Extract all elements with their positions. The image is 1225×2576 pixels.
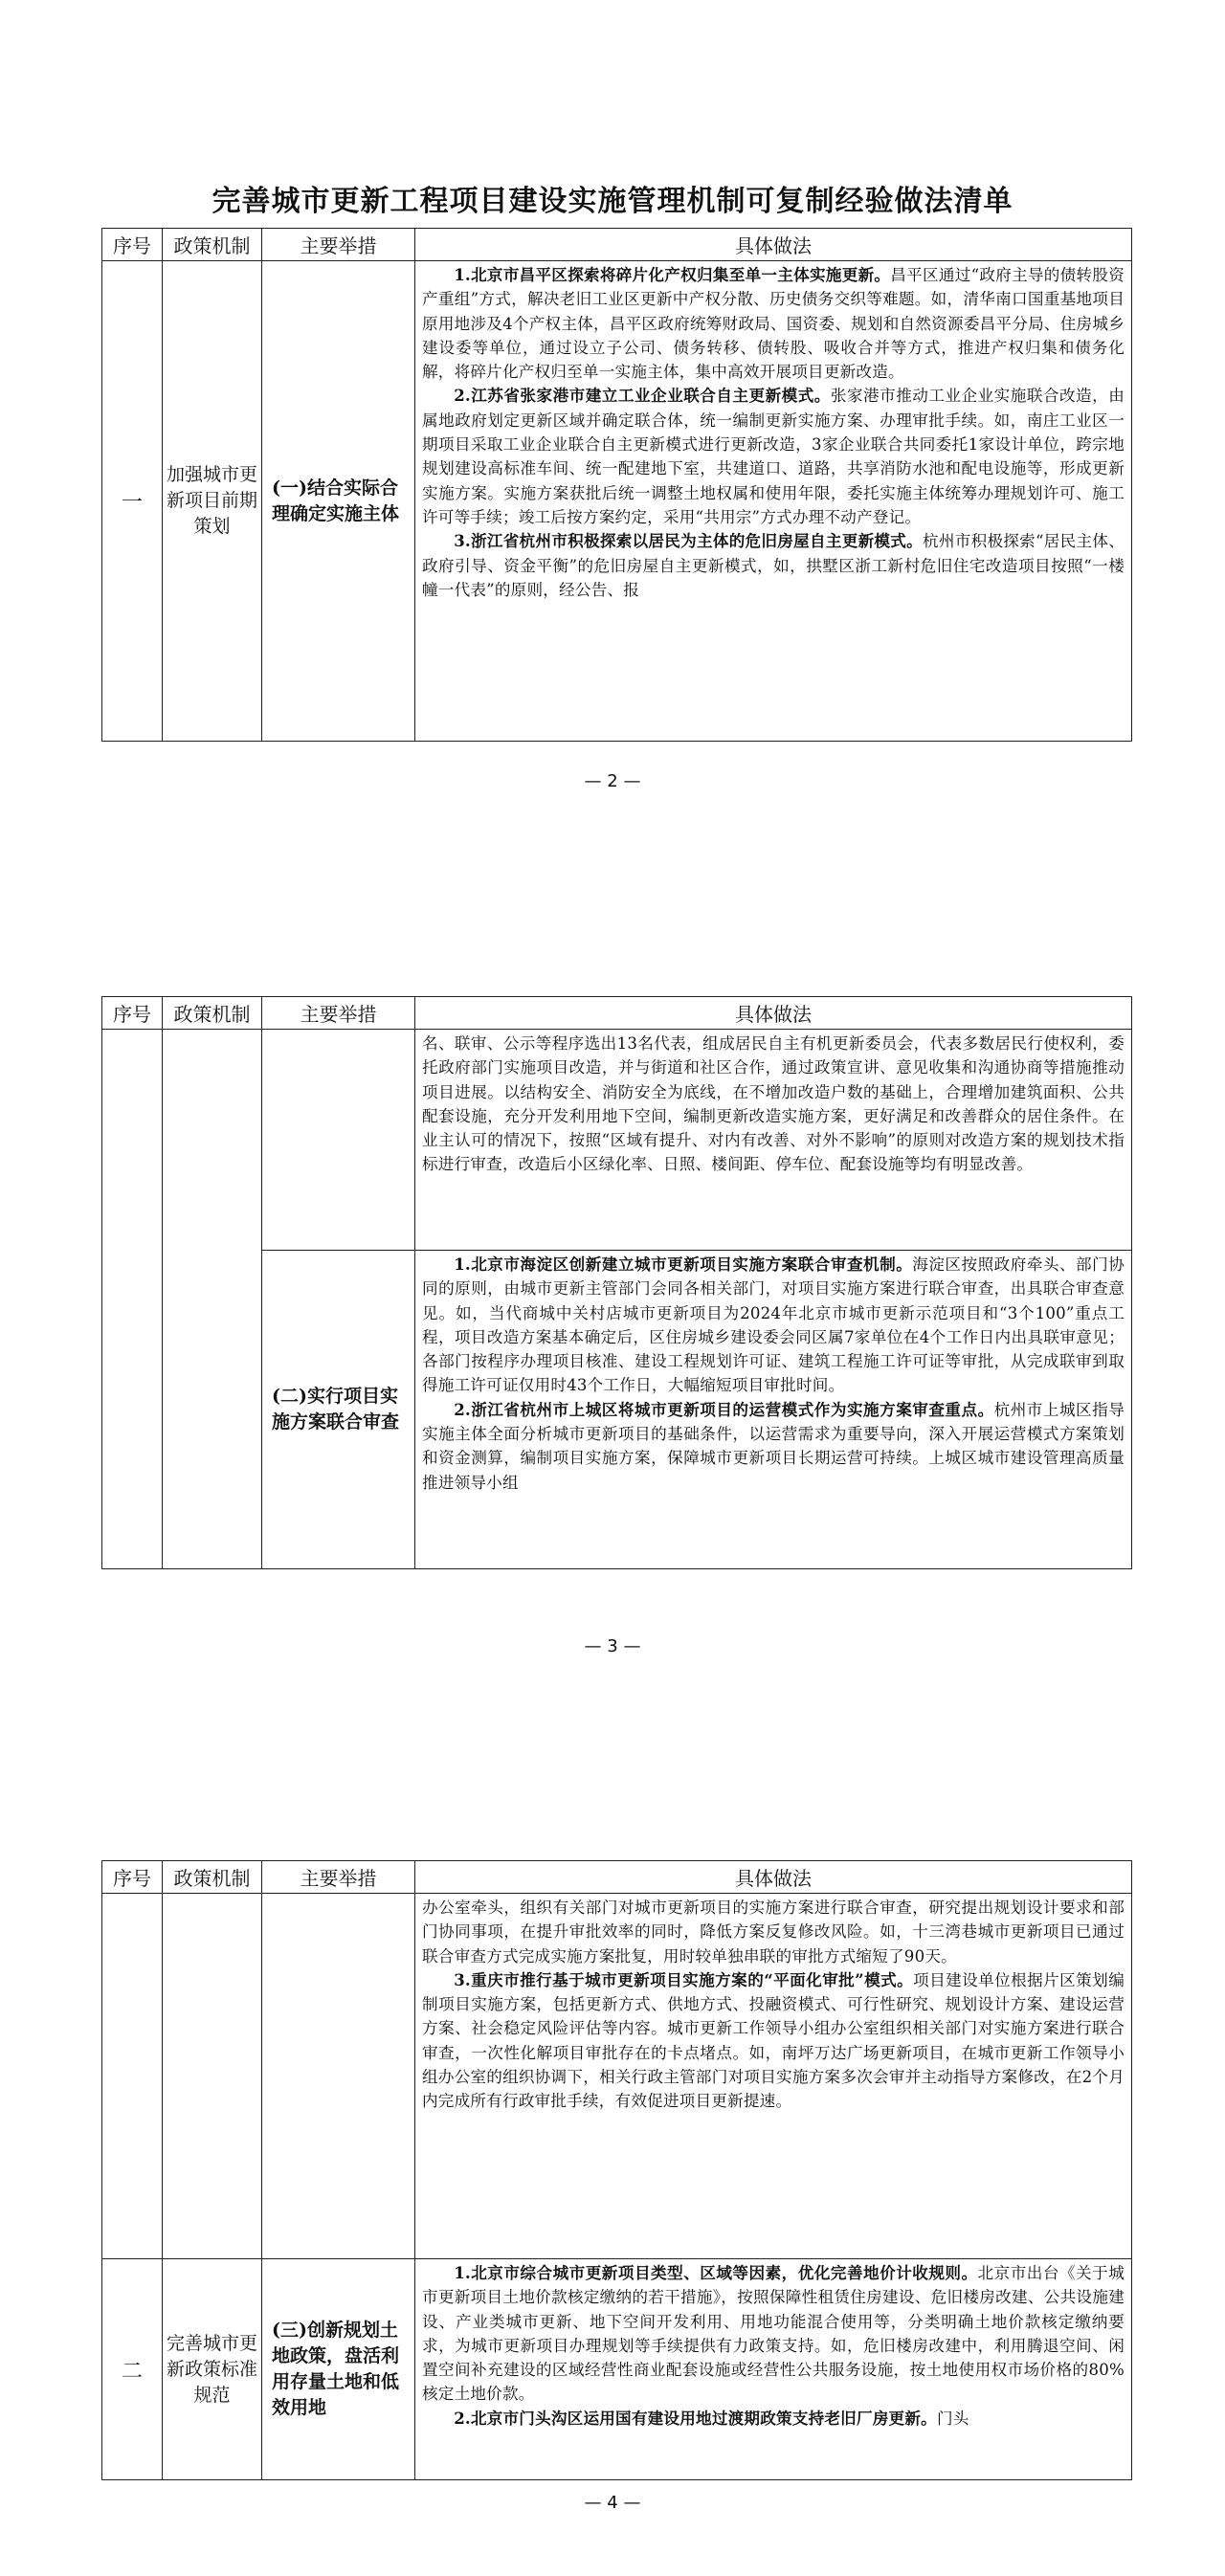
page-3 [101, 996, 1131, 1569]
header-detail: 具体做法 [415, 997, 1132, 1030]
page-number: — 2 — [584, 771, 641, 791]
main-measure [262, 1030, 415, 1251]
table-header-row [102, 1861, 1132, 1894]
header-mechanism: 政策机制 [163, 997, 262, 1030]
detail-paragraph: 1.北京市昌平区探索将碎片化产权归集至单一主体实施更新。昌平区通过“政府主导的债转股资产重组”方式，解决老旧工业区更新中产权分散、历史债务交织等难题。如，清华南口国重基地项目原用地涉及4个产权主体，昌平区政府统筹财政局、国资委、规划和自然资源委昌平分局、住房城乡建设委等单位，通过设立子公司、债务转移、债转股、吸收合并等方式，推进产权归集和债务化解，将碎片化产权归至单一实施主体，集中高效开展项目更新改造。 [422, 265, 1125, 382]
detail-paragraph: 2.浙江省杭州市上城区将城市更新项目的运营模式作为实施方案审查重点。杭州市上城区指导实施主体全面分析城市更新项目的基础条件，以运营需求为重要导向，深入开展运营模式方案策划和资金测算，编制项目实施方案，保障城市更新项目长期运营可持续。上城区城市建设管理高质量推进领导小组 [422, 1399, 1125, 1492]
detail-cell [415, 1251, 1132, 1569]
header-detail: 具体做法 [415, 229, 1132, 261]
page-number: — 3 — [584, 1636, 641, 1656]
measures-table [101, 1860, 1132, 2480]
policy-mechanism: 完善城市更新政策标准规范 [163, 2259, 262, 2480]
header-measure: 主要举措 [262, 229, 415, 261]
page-2 [101, 228, 1131, 742]
detail-cell [415, 1894, 1132, 2259]
header-mechanism: 政策机制 [163, 229, 262, 261]
table-header-row [102, 997, 1132, 1030]
detail-paragraph: 名、联审、公示等程序选出13名代表，组成居民自主有机更新委员会，代表多数居民行使权利，委托政府部门实施项目改造，并与街道和社区合作，通过政策宣讲、意见收集和沟通协商等措施推动项目进展。以结构安全、消防安全为底线，在不增加改造户数的基础上，合理增加建筑面积、公共配套设施，充分开发利用地下空间，编制更新改造实施方案，更好满足和改善群众的居住条件。在业主认可的情况下，按照“区域有提升、对内有改善、对外不影响”的原则对改造方案的规划技术指标进行审查，改造后小区绿化率、日照、楼间距、停车位、配套设施等均有明显改善。 [422, 1034, 1125, 1174]
page-4 [101, 1860, 1131, 2480]
measures-table [101, 996, 1132, 1569]
detail-cell [415, 2259, 1132, 2480]
table-header-row [102, 229, 1132, 261]
detail-paragraph: 3.浙江省杭州市积极探索以居民为主体的危旧房屋自主更新模式。杭州市积极探索“居民主体、政府引导、资金平衡”的危旧房屋自主更新模式，如，拱墅区浙工新村危旧住宅改造项目按照“一楼幢一代表”的原则，经公告、报 [422, 531, 1125, 599]
header-no: 序号 [102, 229, 163, 261]
main-measure: (一)结合实际合理确定实施主体 [262, 261, 415, 742]
main-measure: (二)实行项目实施方案联合审查 [262, 1251, 415, 1569]
header-no: 序号 [102, 997, 163, 1030]
detail-paragraph: 办公室牵头，组织有关部门对城市更新项目的实施方案进行联合审查，研究提出规划设计要求和部门协同事项，在提升审批效率的同时，降低方案反复修改风险。如，十三湾巷城市更新项目已通过联合审查方式完成实施方案批复，用时较单独串联的审批方式缩短了90天。 [422, 1899, 1125, 1965]
table-row [102, 1030, 1132, 1251]
header-no: 序号 [102, 1861, 163, 1894]
table-row [102, 2259, 1132, 2480]
table-row [102, 261, 1132, 742]
policy-mechanism [163, 1894, 262, 2259]
detail-paragraph: 1.北京市综合城市更新项目类型、区域等因素，优化完善地价计收规则。北京市出台《关于城市更新项目土地价款核定缴纳的若干措施》，按照保障性租赁住房建设、危旧楼房改建、公共设施建设、产业类城市更新、地下空间开发利用、用地功能混合使用等，分类明确土地价款核定缴纳要求，为城市更新项目办理规划等手续提供有力政策支持。如，危旧楼房改建中，利用腾退空间、闲置空间补充建设的区域经营性商业配套设施或经营性公共服务设施，按土地使用权市场价格的80%核定土地价款。 [422, 2263, 1125, 2404]
detail-cell [415, 1030, 1132, 1251]
policy-mechanism: 加强城市更新项目前期策划 [163, 261, 262, 742]
detail-paragraph: 2.北京市门头沟区运用国有建设用地过渡期政策支持老旧厂房更新。门头 [454, 2408, 969, 2428]
measures-table [101, 228, 1132, 742]
main-measure: (三)创新规划土地政策，盘活利用存量土地和低效用地 [262, 2259, 415, 2480]
header-detail: 具体做法 [415, 1861, 1132, 1894]
row-number: 一 [102, 261, 163, 742]
row-number: 二 [102, 2259, 163, 2480]
header-mechanism: 政策机制 [163, 1861, 262, 1894]
row-number [102, 1894, 163, 2259]
row-number [102, 1030, 163, 1569]
header-measure: 主要举措 [262, 997, 415, 1030]
detail-paragraph: 1.北京市海淀区创新建立城市更新项目实施方案联合审查机制。海淀区按照政府牵头、部门协同的原则，由城市更新主管部门会同各相关部门，对项目实施方案进行联合审查，出具联合审查意见。如，当代商城中关村店城市更新项目为2024年北京市城市更新示范项目和“3个100”重点工程，项目改造方案基本确定后，区住房城乡建设委会同区属7家单位在4个工作日内出具联审意见；各部门按程序办理项目核准、建设工程规划许可证、建筑工程施工许可证等审批，从完成联审到取得施工许可证仅用时43个工作日，大幅缩短项目审批时间。 [422, 1255, 1125, 1395]
table-row [102, 1894, 1132, 2259]
detail-cell [415, 261, 1132, 742]
header-measure: 主要举措 [262, 1861, 415, 1894]
detail-paragraph: 3.重庆市推行基于城市更新项目实施方案的“平面化审批”模式。项目建设单位根据片区策划编制项目实施方案，包括更新方式、供地方式、投融资模式、可行性研究、规划设计方案、建设运营方案、社会稳定风险评估等内容。城市更新工作领导小组办公室组织相关部门对实施方案进行联合审查，一次性化解项目审批存在的卡点堵点。如，南坪万达广场更新项目，在城市更新工作领导小组办公室的组织协调下，相关行政主管部门对项目实施方案多次会审并主动指导方案修改，在2个月内完成所有行政审批手续，有效促进项目更新提速。 [422, 1969, 1125, 2111]
policy-mechanism [163, 1030, 262, 1569]
page-title: 完善城市更新工程项目建设实施管理机制可复制经验做法清单 [212, 185, 1013, 218]
main-measure [262, 1894, 415, 2259]
detail-paragraph: 2.江苏省张家港市建立工业企业联合自主更新模式。张家港市推动工业企业实施联合改造，由属地政府划定更新区域并确定联合体，统一编制更新实施方案、办理审批手续。如，南庄工业区一期项目采取工业企业联合自主更新模式进行更新改造，3家企业联合共同委托1家设计单位，跨宗地规划建设高标准车间、统一配建地下室，共建道口、道路，共享消防水池和配电设施等，形成更新实施方案。实施方案获批后统一调整土地权属和使用年限，委托实施主体统筹办理规划许可、施工许可等手续；竣工后按方案约定，采用“共用宗”方式办理不动产登记。 [422, 386, 1125, 526]
page-number: — 4 — [584, 2493, 641, 2513]
